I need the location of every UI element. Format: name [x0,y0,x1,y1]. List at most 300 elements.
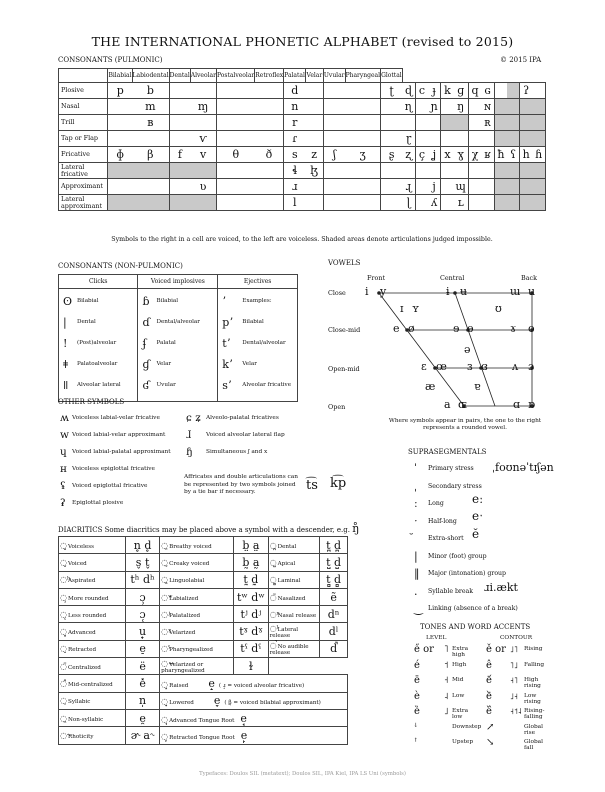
ipa-symbol: ʡ [60,497,66,509]
pulmonic-cell [415,131,427,147]
diacritic-mark: ◌̪ [269,540,277,550]
pulmonic-cell [519,195,532,211]
pulmonic-cell [284,147,306,163]
nonpulmonic-item [142,356,171,372]
pulmonic-cell [519,147,532,163]
vowel-symbol: œ [436,360,447,373]
diacritic-example: ë [126,658,160,675]
other-heading: OTHER SYMBOLS [58,398,125,406]
ipa-symbol: ɧ [186,446,193,458]
pulmonic-cell [428,163,441,179]
vowel-symbol: ʌ [512,360,519,373]
col-pharyngeal: Pharyngeal [345,69,381,83]
pulmonic-row [59,83,546,99]
pulmonic-cell [441,163,454,179]
pulmonic-cell [381,115,403,131]
ipa-symbol: ǁ [63,378,69,392]
pulmonic-cell [507,147,519,163]
diacritic-mark: ◌̯ [60,713,67,723]
pulmonic-row [59,163,546,179]
pulmonic-cell [284,163,306,179]
tone-symbol: ě or [486,644,506,655]
pulmonic-cell [494,195,507,211]
pulmonic-cell [190,115,216,131]
pulmonic-cell [216,179,254,195]
nonpulmonic-item [222,335,285,351]
pulmonic-cell [323,147,345,163]
diacritic-name [160,727,348,744]
pulmonic-cell [441,131,454,147]
ipa-symbol: ɺ [186,429,192,441]
pulmonic-cell [381,195,403,211]
vowel-symbol: ɨ [446,285,450,298]
pulmonic-cell [494,99,507,115]
affricates-note: Affricates and double articulations can be represented by two symbols joined by a tie bar if necessary. [184,474,298,495]
diacritic-label: Mid-centralized [68,682,113,689]
diacritic-mark: ◌˞ [60,730,71,740]
tone-label: Upstep [452,739,474,745]
pulmonic-cell [305,163,323,179]
supra-label: Half-long [428,517,457,525]
diacritic-label: Dental [277,543,297,550]
ipa-symbol: ʂ [388,148,395,161]
col-dental: Dental [169,69,190,83]
diacritic-example: t̻ d̻ [320,571,348,588]
diacritic-example: s̬ t̬ [126,554,160,571]
pulmonic-cell [323,115,345,131]
symbol-description: Dental/alveolar [242,340,286,346]
pulmonic-cell [216,163,254,179]
pulmonic-cell [441,179,454,195]
nonpulmonic-item [222,377,291,393]
other-symbol-item [60,480,147,492]
diacritic-example: t̼ d̼ [234,571,268,588]
vowel-openmid-label: Open-mid [328,365,360,373]
ipa-symbol: θ [232,148,240,161]
vowel-symbol: a [444,398,451,411]
pulmonic-row-label: Trill [59,115,108,131]
diacritic-mark: ◌̜ [60,609,67,619]
supra-label: Secondary stress [428,482,482,490]
pulmonic-note: Symbols to the right in a cell are voiced, to the left are voiceless. Shaded areas denote articulations judged impossible. [111,236,493,243]
other-symbol-item [186,446,267,458]
ipa-symbol: ʍ [60,412,69,424]
diacritic-name [59,692,126,709]
diacritic-mark: ◌ʷ [161,592,173,602]
ipa-symbol: ɕ ʑ [186,412,202,424]
ipa-symbol: ɲ [430,100,438,113]
pulmonic-cell [255,163,284,179]
diacritic-mark: ◌ˤ [161,644,171,654]
ipa-symbol: ʢ [60,480,66,492]
pulmonic-cell [532,99,545,115]
ipa-symbol: v [200,148,207,161]
supra-label: Primary stress [428,465,474,472]
pulmonic-cell [415,115,427,131]
pulmonic-cell [345,131,381,147]
diacritic-label: Raised [169,683,189,690]
diacritic-label: Voiceless [68,543,94,550]
diacritic-name [160,606,234,623]
pulmonic-cell [381,83,403,99]
pulmonic-cell [169,195,190,211]
pulmonic-table [58,68,546,211]
nonpulmonic-item [63,377,121,393]
pulmonic-cell [284,83,306,99]
ipa-symbol: ʁ [484,148,491,161]
symbol-description: Voiced epiglottal fricative [72,483,148,489]
diacritic-example: tʰ dʰ [126,571,160,588]
supra-example-2: eː [472,492,484,506]
tone-symbol: e᷅ [486,690,492,702]
ipa-symbol: | [63,315,67,329]
pulmonic-cell [494,163,507,179]
diacritics-row [59,727,348,744]
pulmonic-cell [169,83,190,99]
pulmonic-cell [468,131,481,147]
pulmonic-cell [132,115,169,131]
pulmonic-cell [108,179,132,195]
supra-symbol: ː [414,497,418,510]
diacritic-example: ẽ [320,588,348,605]
vowel-symbol: ʊ [495,302,502,315]
pulmonic-cell [454,195,469,211]
vowel-symbol: ɑ [513,398,521,411]
diacritic-mark: ◌̞ [161,697,169,707]
diacritic-label: Aspirated [68,578,96,585]
diacritics-row [59,606,348,623]
vowel-symbol: e [393,322,400,335]
pulmonic-cell [494,179,507,195]
pulmonic-cell [519,83,532,99]
supra-symbol: ‿ [414,602,423,615]
vowel-symbol: ɪ [400,302,404,315]
diacritic-name [268,640,320,657]
pulmonic-cell [532,131,545,147]
ipa-symbol: ʒ [359,148,366,161]
diacritic-example: e̝ [208,677,215,691]
diacritics-heading-text: DIACRITICS Some diacritics may be placed above a symbol with a descender, e.g. [58,526,350,534]
tone-letter: ˥˩ [510,660,518,670]
symbol-description: Bilabial [156,298,178,304]
tone-symbol: é [414,659,420,671]
diacritic-mark: ◌ˡ [269,624,279,634]
diacritics-row [59,623,348,640]
tone-label: High rising [524,677,541,689]
tone-label: Low [452,692,465,699]
page-title: THE INTERNATIONAL PHONETIC ALPHABET (revised to 2015) [91,34,514,49]
ipa-symbol: ʄ [142,336,147,350]
ipa-symbol: r [292,116,298,129]
diacritic-name [268,606,320,623]
ejectives-list [218,289,297,401]
diacritics-row [59,554,348,571]
pulmonic-cell [468,163,481,179]
diacritic-name [160,554,234,571]
ipa-symbol: ʕ [510,148,517,161]
vowel-symbol: æ [425,380,436,393]
ipa-symbol: ɗ [142,315,150,329]
diacritic-name [59,727,126,744]
pulmonic-cell [108,163,132,179]
pulmonic-cell [305,83,323,99]
pulmonic-cell [428,83,441,99]
pulmonic-cell [507,163,519,179]
implosives-list [138,289,217,401]
supra-symbol: ‖ [414,567,420,580]
vowel-symbol: ɤ [510,322,517,335]
pulmonic-cell [441,83,454,99]
ipa-symbol: ʎ [431,196,438,209]
pulmonic-cell [519,163,532,179]
diacritic-example: b̰ a̰ [234,554,268,571]
ipa-symbol: ʈ [389,84,394,97]
pulmonic-cell [345,99,381,115]
nonpulmonic-table [58,274,298,402]
diacritic-name [268,623,320,640]
pulmonic-cell [108,99,132,115]
tone-symbol: ↗ [486,721,495,733]
ipa-symbol: ɖ [405,84,413,97]
supra-symbol: ˑ [414,514,418,528]
ipa-symbol: ʐ [405,148,412,161]
diacritic-note: ( β̞ = voiced bilabial approximant) [224,700,321,707]
diacritic-label: Retracted Tongue Root [169,734,235,741]
pulmonic-row-label: Nasal [59,99,108,115]
pulmonic-cell [415,83,427,99]
diacritic-example: ɔ̜ [126,606,160,623]
ipa-symbol: ɦ [535,148,543,161]
vowel-symbol: ɘ [453,322,460,335]
diacritic-mark: ◌̃ [269,592,277,602]
pulmonic-cell [132,179,169,195]
vowel-back-label: Back [521,274,537,282]
ipa-symbol: ⱱ [199,132,207,145]
supra-item [414,602,518,615]
ipa-symbol: ɽ [405,132,412,145]
tone-symbol: ꜛ [414,737,418,748]
pulmonic-cell [381,99,403,115]
tone-symbol: ê [486,659,492,671]
pulmonic-cell [381,163,403,179]
ipa-symbol: ç [418,148,426,161]
pulmonic-cell [481,83,494,99]
diacritic-example: u̟ [126,623,160,640]
diacritic-note: ( ɹ̝ = voiced alveolar fricative) [218,683,305,690]
pulmonic-cell [481,115,494,131]
supra-label: Long [428,500,444,507]
diacritic-name [268,537,320,554]
tone-symbol: ȅ [414,706,420,717]
pulmonic-cell [454,115,469,131]
ipa-symbol: ɰ [455,180,466,193]
vowel-symbol: i [365,285,369,298]
tone-letter: ˧ [444,676,449,686]
vowel-symbol: ɛ [421,360,427,373]
pulmonic-cell [454,83,469,99]
diacritics-row [59,692,348,709]
vowel-symbol: y [380,285,387,298]
other-symbol-item [60,412,160,424]
tone-label: Rising [524,646,543,652]
supra-item [414,462,474,475]
kp-example: k͡p [330,476,347,491]
pulmonic-cell [494,131,507,147]
nonpulmonic-item [63,293,99,309]
diacritic-example: t̺ d̺ [320,554,348,571]
symbol-description: Uvular [156,382,176,388]
vowel-symbol: o [528,322,535,335]
pulmonic-cell [216,83,254,99]
diacritic-label: Centralized [68,664,101,671]
supra-item [414,515,457,528]
tone-label: Downstep [452,723,482,730]
diacritic-name [160,571,234,588]
pulmonic-cell [507,195,519,211]
pulmonic-cell [415,179,427,195]
supra-label: Linking (absence of a break) [428,605,518,612]
tone-letter: ˩˧ [510,691,518,701]
diacritic-example: ɚ a˞ [126,727,160,744]
col-alveolar: Alveolar [190,69,216,83]
pulmonic-cell [255,115,284,131]
ipa-symbol: ǂ [63,357,69,371]
vowel-symbol: ø [408,322,415,335]
ipa-symbol: h [522,148,530,161]
ipa-symbol: p [116,84,124,97]
pulmonic-cell [132,131,169,147]
pulmonic-cell [507,179,519,195]
tone-symbol: ē [414,675,420,686]
diacritic-label: Less rounded [68,612,107,619]
vowel-symbol: ɶ [458,398,467,411]
col-retroflex: Retroflex [255,69,284,83]
pulmonic-cell [132,99,169,115]
pulmonic-cell [481,147,494,163]
vowel-trapezoid [370,286,545,416]
vowels-heading: VOWELS [328,259,361,267]
ipa-symbol: ɱ [197,100,209,113]
vowel-symbol: ɞ [481,360,488,373]
diacritic-name [59,658,126,675]
pulmonic-cell [381,179,403,195]
diacritic-name [59,640,126,657]
pulmonic-cell [132,195,169,211]
symbol-description: Palatal [156,340,176,346]
diacritic-name [268,554,320,571]
symbol-description: Velar [156,361,172,367]
vowel-symbol: ɜ [467,360,473,373]
ipa-symbol: ɬ [292,164,298,177]
pulmonic-cell [323,99,345,115]
diacritic-name [59,623,126,640]
col-glottal: Glottal [381,69,403,83]
diacritic-mark: ◌~ [161,658,175,668]
ipa-symbol: sʼ [222,378,232,392]
pulmonic-cell [519,99,532,115]
pulmonic-cell [532,115,545,131]
pulmonic-cell [494,83,507,99]
diacritic-mark: ◌̬ [60,557,67,567]
diacritics-row [59,537,348,554]
pulmonic-cell [345,115,381,131]
pulmonic-cell [169,99,190,115]
diacritic-label: Pharyngealized [169,647,213,654]
nonpulmonic-item [142,314,199,330]
diacritic-mark: ◌̰ [161,557,169,567]
diacritic-mark: ◌ⁿ [269,609,281,619]
vowel-open-label: Open [328,403,346,411]
vowel-close-label: Close [328,289,346,297]
ipa-symbol: ɡ [457,84,465,97]
tone-label: Extra high [452,646,469,658]
pulmonic-cell [284,99,306,115]
pulmonic-cell [190,99,216,115]
ipa-symbol: ɠ [142,357,150,371]
tone-letter: ˨ [444,691,449,702]
diacritic-example: e̞ [213,694,221,708]
diacritic-label: Syllabic [68,699,91,706]
diacritic-name [160,537,234,554]
ipa-symbol: ɴ [483,100,492,113]
diacritic-example: e̙ [240,728,248,742]
pulmonic-cell [428,131,441,147]
pulmonic-cell [507,115,519,131]
diacritic-mark: ◌̝ [161,680,169,690]
pulmonic-cell [169,131,190,147]
pulmonic-cell [284,195,306,211]
diacritic-mark: ◌̥ [60,540,67,550]
diacritic-example: t̪ d̪ [320,537,348,554]
pulmonic-cell [216,147,254,163]
tone-symbol: e᷈ [486,706,492,717]
ipa-symbol: q [471,84,479,97]
pulmonic-cell [402,131,415,147]
pulmonic-cell [402,115,415,131]
pulmonic-cell [481,195,494,211]
pulmonic-cell [415,99,427,115]
diacritic-label: More rounded [68,595,109,602]
empty-cell [320,658,348,675]
ipa-symbol: ɓ [142,294,150,308]
supra-symbol: ˌ [414,479,418,493]
diacritic-label: Rhoticity [68,733,94,740]
diacritic-mark: ◌ʰ [60,575,71,585]
symbol-description: Voiced alveolar lateral flap [206,432,285,438]
symbol-description: Voiceless epiglottal fricative [72,466,155,472]
tone-symbol: e᷄ [486,675,492,686]
diacritic-name [268,571,320,588]
pulmonic-cell [305,115,323,131]
other-symbol-item [60,497,123,509]
diacritic-name [160,709,348,726]
diacritic-name [160,623,234,640]
pulmonic-cell [428,99,441,115]
pulmonic-cell [494,115,507,131]
supra-symbol: | [414,549,418,563]
diacritic-mark: ◌̼ [161,575,169,585]
pulmonic-cell [323,179,345,195]
pulmonic-cell [428,147,441,163]
diacritic-label: Advanced Tongue Root [169,717,235,724]
diacritic-name [160,588,234,605]
pulmonic-cell [507,99,519,115]
pulmonic-cell [402,83,415,99]
supra-example-3: eˑ [472,509,484,523]
ipa-symbol: ʙ [147,116,154,129]
pulmonic-cell [108,195,132,211]
tone-letter: ˦ [444,660,449,671]
